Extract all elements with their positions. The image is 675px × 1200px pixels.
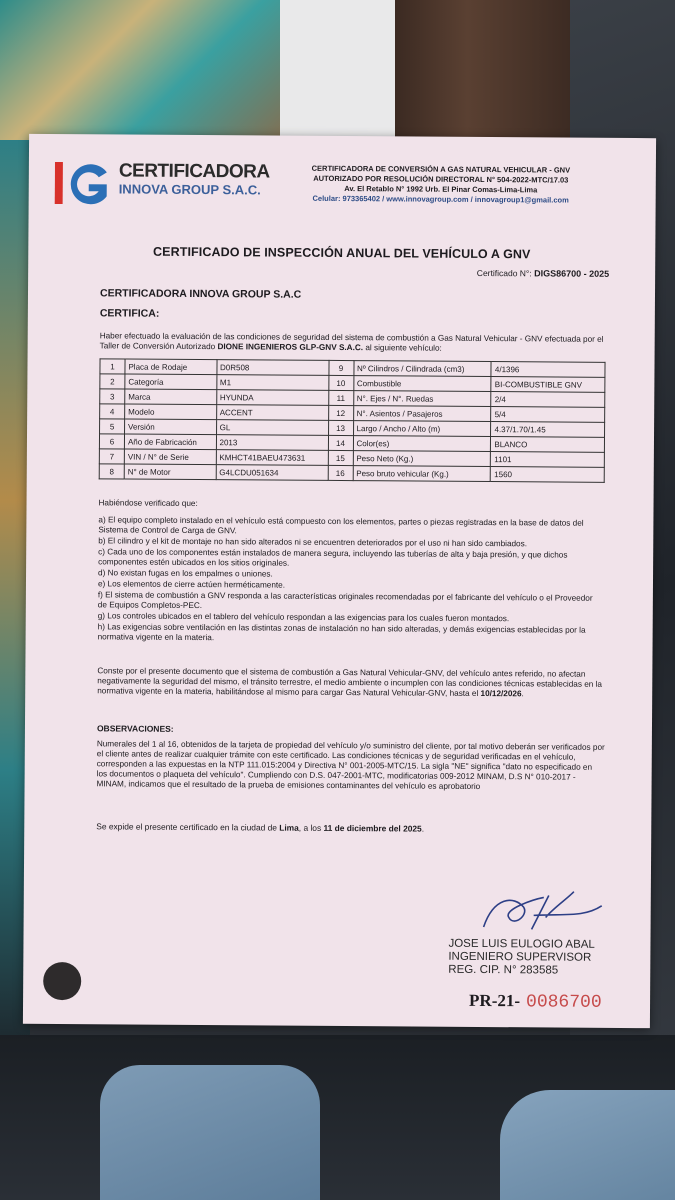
header-info: [291, 164, 591, 206]
field-value: BI-COMBUSTIBLE GNV: [491, 377, 605, 393]
row-number: 2: [100, 374, 125, 389]
row-number: 4: [100, 404, 125, 419]
company-logo: [55, 158, 270, 211]
row-number: 8: [99, 464, 124, 479]
signer-role: INGENIERO SUPERVISOR: [448, 950, 592, 964]
list-item: c) Cada uno de los componentes están instalados de manera segura, incluyendo las tuberías de alta y baja presión, y que dichos componentes estén ubicados en los sitios originales.: [98, 547, 568, 568]
valid-until-date: 10/12/2026: [480, 688, 522, 699]
intro-text: Haber efectuado la evaluación de las condiciones de seguridad del sistema de combustión a Gas Natural Vehicular - GNV efectuada por el Taller de Conversión Autorizado: [99, 331, 604, 352]
logo-icon: [55, 158, 115, 210]
header-line-1: CERTIFICADORA DE CONVERSIÓN A GAS NATURAL VEHICULAR - GNV: [311, 163, 571, 175]
issue-city: Lima: [279, 822, 299, 833]
observations-text: Numerales del 1 al 16, obtenidos de la tarjeta de propiedad del vehículo y/o suministro del cliente, por tal motivo deberán ser verificados por el cliente antes de realizar cualquier trámite con este certificado. Las condiciones técnicas y de seguridad verificadas en el vehículo, corresponden a las expuestas en la NTP 111.015:2004 y Directiva N° 001-2005-MTC/15. La sigla "NE" significa "dato no especificado en los documentos o plaqueta del vehículo". Cumpliendo con D.S. 047-2001-MTC, modificatorias 009-2012 MINAM, D.S N° 010-2017 - MINAM, indicamos que el resultado de la prueba de emisiones contaminantes del vehículo es aprobatorio: [96, 739, 605, 791]
workshop-name: DIONE INGENIEROS GLP-GNV S.A.C.: [217, 342, 364, 353]
signer-name: JOSE LUIS EULOGIO ABAL: [448, 937, 595, 951]
field-label: N°. Asientos / Pasajeros: [353, 406, 491, 422]
field-value: KMHCT41BAEU473631: [216, 450, 328, 466]
verification-list: [98, 515, 605, 647]
list-item: f) El sistema de combustión a GNV responda a las características originales recomendadas por el fabricante del vehículo o el Proveedor de Equipos Completos-PEC.: [97, 590, 593, 611]
conste-paragraph: [97, 666, 605, 700]
background-cloth: [0, 0, 300, 140]
intro-text-end: al siguiente vehículo:: [363, 343, 442, 353]
field-label: Año de Fabricación: [124, 434, 216, 450]
certificate-number: [477, 268, 609, 279]
row-number: 10: [328, 375, 353, 390]
field-value: G4LCDU051634: [216, 465, 328, 481]
issue-text: Se expide el presente certificado en la ciudad de: [96, 821, 280, 833]
serial-prefix: PR-21-: [469, 990, 521, 1011]
list-item: a) El equipo completo instalado en el vehículo está compuesto con los elementos, partes o piezas registradas en la base de datos del Sistema de Control de Carga de GNV.: [98, 515, 584, 536]
issue-statement: [96, 821, 424, 833]
background-shoe-left: [100, 1065, 320, 1200]
field-value: 5/4: [491, 407, 605, 423]
field-label: Categoría: [125, 374, 217, 390]
punch-hole: [43, 962, 81, 1000]
field-label: Modelo: [125, 404, 217, 420]
serial-number: [469, 991, 602, 1013]
serial-value: 0086700: [525, 992, 602, 1013]
logo-subtitle: INNOVA GROUP S.A.C.: [118, 181, 261, 198]
conste-end: .: [521, 689, 524, 699]
row-number: 3: [100, 389, 125, 404]
field-value: GL: [216, 420, 328, 436]
background-shoe-right: [500, 1090, 675, 1200]
row-number: 14: [328, 435, 353, 450]
row-number: 16: [328, 465, 353, 480]
field-value: M1: [216, 375, 328, 391]
row-number: 11: [328, 390, 353, 405]
list-item: h) Las exigencias sobre ventilación en las distintas zonas de instalación no han sido alteradas, y demás exigencias establecidas por la normativa vigente en la materia.: [97, 622, 586, 643]
field-value: 2013: [216, 435, 328, 451]
signature-block: [448, 938, 595, 978]
field-label: N°. Ejes / N°. Ruedas: [353, 391, 491, 407]
header-line-2: AUTORIZADO POR RESOLUCIÓN DIRECTORAL N° 504-2022-MTC/17.03: [313, 173, 569, 185]
certificate-number-label: Certificado N°:: [476, 267, 532, 279]
document-title: CERTIFICADO DE INSPECCIÓN ANUAL DEL VEHÍCULO A GNV: [152, 244, 531, 262]
field-label: Peso bruto vehicular (Kg.): [353, 466, 491, 482]
row-number: 1: [100, 359, 125, 374]
certificate-document: [23, 134, 656, 1028]
list-item: e) Los elementos de cierre actúen herméticamente.: [97, 579, 286, 590]
row-number: 9: [328, 360, 353, 375]
field-value: HYUNDA: [216, 390, 328, 406]
field-label: Versión: [125, 419, 217, 435]
header-line-4: Celular: 973365402 / www.innovagroup.com / innovagroup1@gmail.com: [312, 193, 569, 205]
field-value: 1560: [491, 467, 605, 483]
row-number: 5: [100, 419, 125, 434]
logo-name: CERTIFICADORA: [118, 160, 270, 183]
header-line-3: Av. El Retablo N° 1992 Urb. El Pinar Comas-Lima-Lima: [344, 184, 538, 195]
field-label: Placa de Rodaje: [125, 359, 217, 375]
issue-text-2: , a los: [298, 822, 324, 833]
conste-text: Conste por el presente documento que el sistema de combustión a Gas Natural Vehicular-GNV, del vehículo antes referido, no afectan negativamente la seguridad del mismo, el tránsito terrestre, el medio ambiente o incumplen con las condiciones técnicas establecidas en la normativa vigente en la materia, habilitándose al mismo para cargar Gas Natural Vehicular-GNV, hasta el: [97, 666, 603, 698]
list-item: g) Los controles ubicados en el tablero del vehículo respondan a las exigencias para los cuales fueron montados.: [97, 611, 510, 624]
field-value: 1101: [491, 452, 605, 468]
issue-date: 11 de diciembre del 2025: [323, 822, 422, 834]
signer-registration: REG. CIP. N° 283585: [448, 963, 559, 977]
list-item: b) El cilindro y el kit de montaje no han sido alterados ni se encuentren deteriorados por el uso ni han sido cambiados.: [98, 536, 528, 549]
field-label: Marca: [125, 389, 217, 405]
field-value: 4.37/1.70/1.45: [491, 422, 605, 438]
row-number: 13: [328, 420, 353, 435]
field-value: BLANCO: [491, 437, 605, 453]
certificate-number-value: DIGS86700 - 2025: [534, 268, 610, 279]
field-value: 2/4: [491, 392, 605, 408]
row-number: 15: [328, 450, 353, 465]
certifica-heading: CERTIFICA:: [99, 307, 160, 320]
field-value: D0R508: [217, 360, 329, 376]
field-label: Color(es): [353, 436, 491, 452]
vehicle-table: [99, 358, 606, 483]
row-number: 12: [328, 405, 353, 420]
handwritten-signature: [474, 887, 614, 936]
background-wood: [395, 0, 575, 140]
row-number: 6: [99, 434, 124, 449]
field-label: Combustible: [353, 376, 491, 392]
field-label: VIN / N° de Serie: [124, 449, 216, 465]
company-name: CERTIFICADORA INNOVA GROUP S.A.C: [99, 287, 302, 301]
field-label: N° de Motor: [124, 464, 216, 480]
field-label: Peso Neto (Kg.): [353, 451, 491, 467]
field-value: ACCENT: [216, 405, 328, 421]
table-row: [99, 464, 604, 483]
row-number: 7: [99, 449, 124, 464]
background-wall: [280, 0, 400, 140]
list-item: d) No existan fugas en los empalmes o uniones.: [98, 568, 273, 579]
field-label: Nº Cilindros / Cilindrada (cm3): [353, 361, 491, 377]
observations-heading: OBSERVACIONES:: [96, 723, 174, 734]
field-value: 4/1396: [491, 362, 605, 378]
issue-text-end: .: [421, 823, 425, 834]
field-label: Largo / Ancho / Alto (m): [353, 421, 491, 437]
intro-paragraph: [100, 331, 606, 355]
verified-heading: Habiéndose verificado que:: [98, 498, 198, 509]
